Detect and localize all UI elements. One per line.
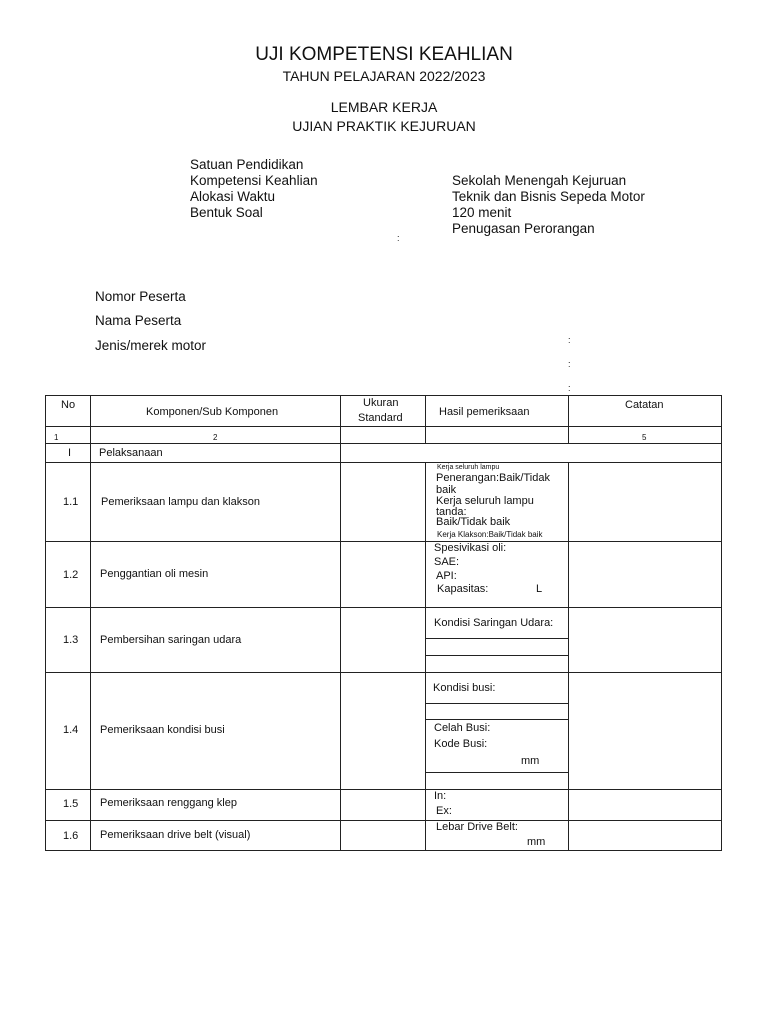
row-number: 1.3 xyxy=(63,634,79,646)
col-header-notes: Catatan xyxy=(625,399,664,411)
row-component: Pemeriksaan drive belt (visual) xyxy=(100,829,251,841)
motor-type-label: Jenis/merek motor xyxy=(95,338,207,353)
participant-colon: : xyxy=(568,335,571,345)
row-result-line: Kerja Klakson:Baik/Tidak baik xyxy=(437,530,543,539)
row-result-line: Lebar Drive Belt: xyxy=(436,821,518,833)
row-result-line: Spesivikasi oli: xyxy=(434,542,507,554)
row-component: Penggantian oli mesin xyxy=(100,568,209,580)
row-result-line: Celah Busi: xyxy=(434,722,491,734)
row-result-line: Kondisi Saringan Udara: xyxy=(434,617,554,629)
participant-name-label: Nama Peserta xyxy=(95,313,182,328)
info-value: 120 menit xyxy=(452,205,512,220)
row-result-line: Kapasitas: xyxy=(437,583,489,595)
row-number: 1.2 xyxy=(63,569,79,581)
row-result-line: Ex: xyxy=(436,805,452,817)
row-component: Pembersihan saringan udara xyxy=(100,634,242,646)
info-label: Bentuk Soal xyxy=(190,205,263,220)
sheet-title: LEMBAR KERJA xyxy=(330,99,438,115)
participant-colon: : xyxy=(568,383,571,393)
info-label: Alokasi Waktu xyxy=(190,189,276,204)
row-component: Pemeriksaan kondisi busi xyxy=(100,724,225,736)
row-result-line: Baik/Tidak baik xyxy=(436,516,511,528)
row-number: 1.4 xyxy=(63,724,79,736)
info-value: Sekolah Menengah Kejuruan xyxy=(452,173,627,188)
row-result-line: Kondisi busi: xyxy=(433,682,496,694)
col-number-2: 2 xyxy=(213,433,218,442)
participant-number-label: Nomor Peserta xyxy=(95,289,186,304)
row-component: Pemeriksaan lampu dan klakson xyxy=(101,496,260,508)
col-header-standard-line1: Ukuran xyxy=(363,397,399,409)
info-value: Penugasan Perorangan xyxy=(452,221,595,236)
row-result-line: baik xyxy=(436,484,457,496)
document-title: UJI KOMPETENSI KEAHLIAN xyxy=(255,44,513,65)
row-result-line: Kerja seluruh lampu xyxy=(437,464,500,471)
row-result-line: Penerangan:Baik/Tidak xyxy=(436,472,550,484)
col-header-result: Hasil pemeriksaan xyxy=(439,406,530,418)
row-result-line: tanda: xyxy=(436,506,467,518)
row-result-line: In: xyxy=(434,790,447,802)
row-result-line: Kode Busi: xyxy=(434,738,488,750)
section-label: Pelaksanaan xyxy=(99,447,163,459)
row-result-unit: L xyxy=(536,583,543,595)
exam-title: UJIAN PRAKTIK KEJURUAN xyxy=(292,118,476,134)
col-header-component: Komponen/Sub Komponen xyxy=(146,406,279,418)
row-result-unit: mm xyxy=(521,755,540,767)
col-header-standard-line2: Standard xyxy=(358,412,403,424)
col-number-5: 5 xyxy=(642,433,647,442)
info-label: Satuan Pendidikan xyxy=(190,157,304,172)
row-result-line: Kerja seluruh lampu xyxy=(436,495,534,507)
row-component: Pemeriksaan renggang klep xyxy=(100,797,237,809)
row-number: 1.5 xyxy=(63,798,79,810)
info-value: Teknik dan Bisnis Sepeda Motor xyxy=(452,189,645,204)
section-number: I xyxy=(68,447,72,459)
row-result-line: SAE: xyxy=(434,556,460,568)
participant-colon: : xyxy=(568,359,571,369)
row-result-line: API: xyxy=(436,570,457,582)
col-header-no: No xyxy=(61,399,76,411)
school-year: TAHUN PELAJARAN 2022/2023 xyxy=(282,68,486,84)
row-number: 1.1 xyxy=(63,496,79,508)
row-number: 1.6 xyxy=(63,830,79,842)
row-result-unit: mm xyxy=(527,836,546,848)
info-colon: : xyxy=(397,233,400,243)
info-label: Kompetensi Keahlian xyxy=(190,173,318,188)
col-number-1: 1 xyxy=(54,433,59,442)
